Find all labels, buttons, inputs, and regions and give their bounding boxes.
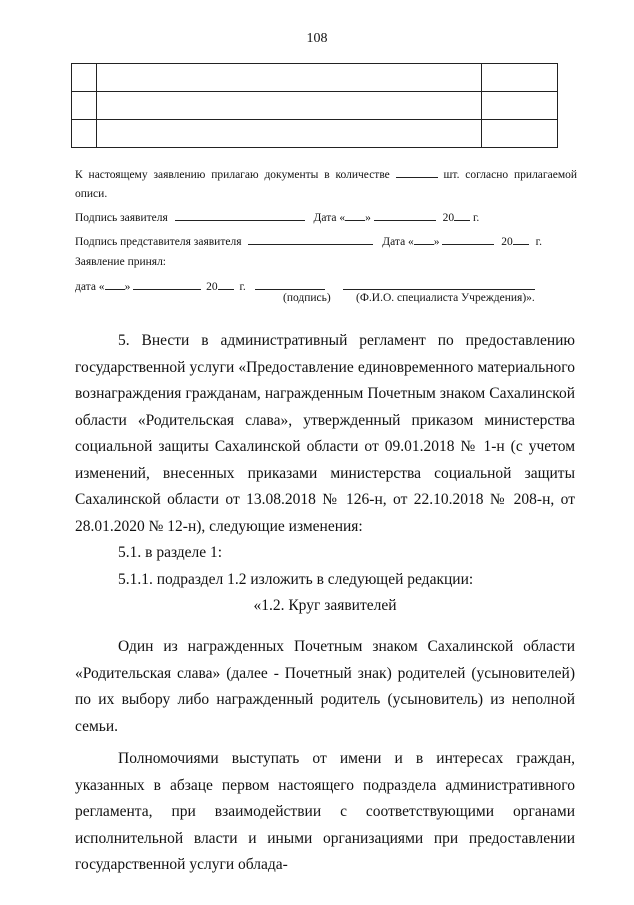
section-heading: «1.2. Круг заявителей xyxy=(253,597,397,614)
main-text-continued xyxy=(75,634,575,879)
table-row xyxy=(72,120,558,148)
month-blank xyxy=(442,233,494,245)
signature-blank xyxy=(175,209,305,221)
year-prefix: 20 xyxy=(501,236,513,248)
table-row xyxy=(72,92,558,120)
paragraph-applicants: Один из награжденных Почетным знаком Сахалинской области «Родительская слава» (далее - Почетный знак) родителей (усыновителей) по их выбору либо награжденный родитель (усыновитель) из неполной семьи. xyxy=(75,638,575,735)
representative-signature-label: Подпись представителя заявителя xyxy=(75,236,242,248)
month-blank xyxy=(133,278,201,290)
applicant-signature-label: Подпись заявителя xyxy=(75,212,168,224)
accepted-label: Заявление принял: xyxy=(75,256,167,268)
month-blank xyxy=(374,209,436,221)
count-blank xyxy=(396,166,438,178)
signature-blank xyxy=(255,278,325,290)
signature-blank xyxy=(248,233,373,245)
year-suffix: г. xyxy=(472,212,480,224)
paragraph-powers: Полномочиями выступать от имени и в интересах граждан, указанных в абзаце первом настоящего подраздела административного регламента, при взаимодействии с соответствующими органами исполнительной власти и иными организациями при предоставлении государственной услуги облада- xyxy=(75,750,575,873)
year-suffix: г. xyxy=(535,236,542,248)
quote-close: » xyxy=(433,236,440,248)
applicant-signature-row xyxy=(75,209,479,224)
attachments-text-end: шт. согласно прилагаемой описи. xyxy=(75,169,578,200)
day-blank xyxy=(414,233,434,245)
quote-close: » xyxy=(365,212,371,224)
table-row xyxy=(72,64,558,92)
year-blank xyxy=(454,209,470,221)
day-blank xyxy=(105,278,125,290)
attachments-table xyxy=(71,63,558,148)
paragraph-5-1-1: 5.1.1. подраздел 1.2 изложить в следующей редакции: xyxy=(118,570,474,588)
date-label: Дата « xyxy=(313,212,346,224)
main-text xyxy=(75,328,575,620)
name-caption: (Ф.И.О. специалиста Учреждения)». xyxy=(356,292,535,304)
name-blank xyxy=(343,278,535,290)
year-suffix: г. xyxy=(239,281,246,293)
signature-caption: (подпись) xyxy=(283,292,331,304)
attachments-text: К настоящему заявлению прилагаю документы в количестве xyxy=(75,169,390,181)
date-label: Дата « xyxy=(382,236,414,248)
representative-signature-row xyxy=(75,233,542,248)
quote-close: » xyxy=(124,281,131,293)
page-number: 108 xyxy=(306,31,328,46)
paragraph-5: 5. Внести в административный регламент по предоставлению государственной услуги «Предоставление единовременного материального вознаграждения гражданам, награжденным Почетным знаком Сахалинской области «Родительская слава», утвержденный приказом министерства социальной защиты Сахалинской области от 09.01.2018 № 1-н (с учетом изменений, внесенных приказами министерства социальной защиты Сахалинской области от 13.08.2018 № 126-н, от 22.10.2018 № 208-н, от 28.01.2020 № 12-н), следующие изменения: xyxy=(75,332,575,535)
year-blank xyxy=(218,278,234,290)
year-blank xyxy=(513,233,529,245)
day-blank xyxy=(345,209,365,221)
attachments-statement xyxy=(75,166,577,204)
paragraph-5-1: 5.1. в разделе 1: xyxy=(118,544,223,561)
acceptance-row xyxy=(75,278,535,293)
year-prefix: 20 xyxy=(442,212,455,224)
year-prefix: 20 xyxy=(206,281,218,293)
acceptance-date-label: дата « xyxy=(75,281,105,293)
